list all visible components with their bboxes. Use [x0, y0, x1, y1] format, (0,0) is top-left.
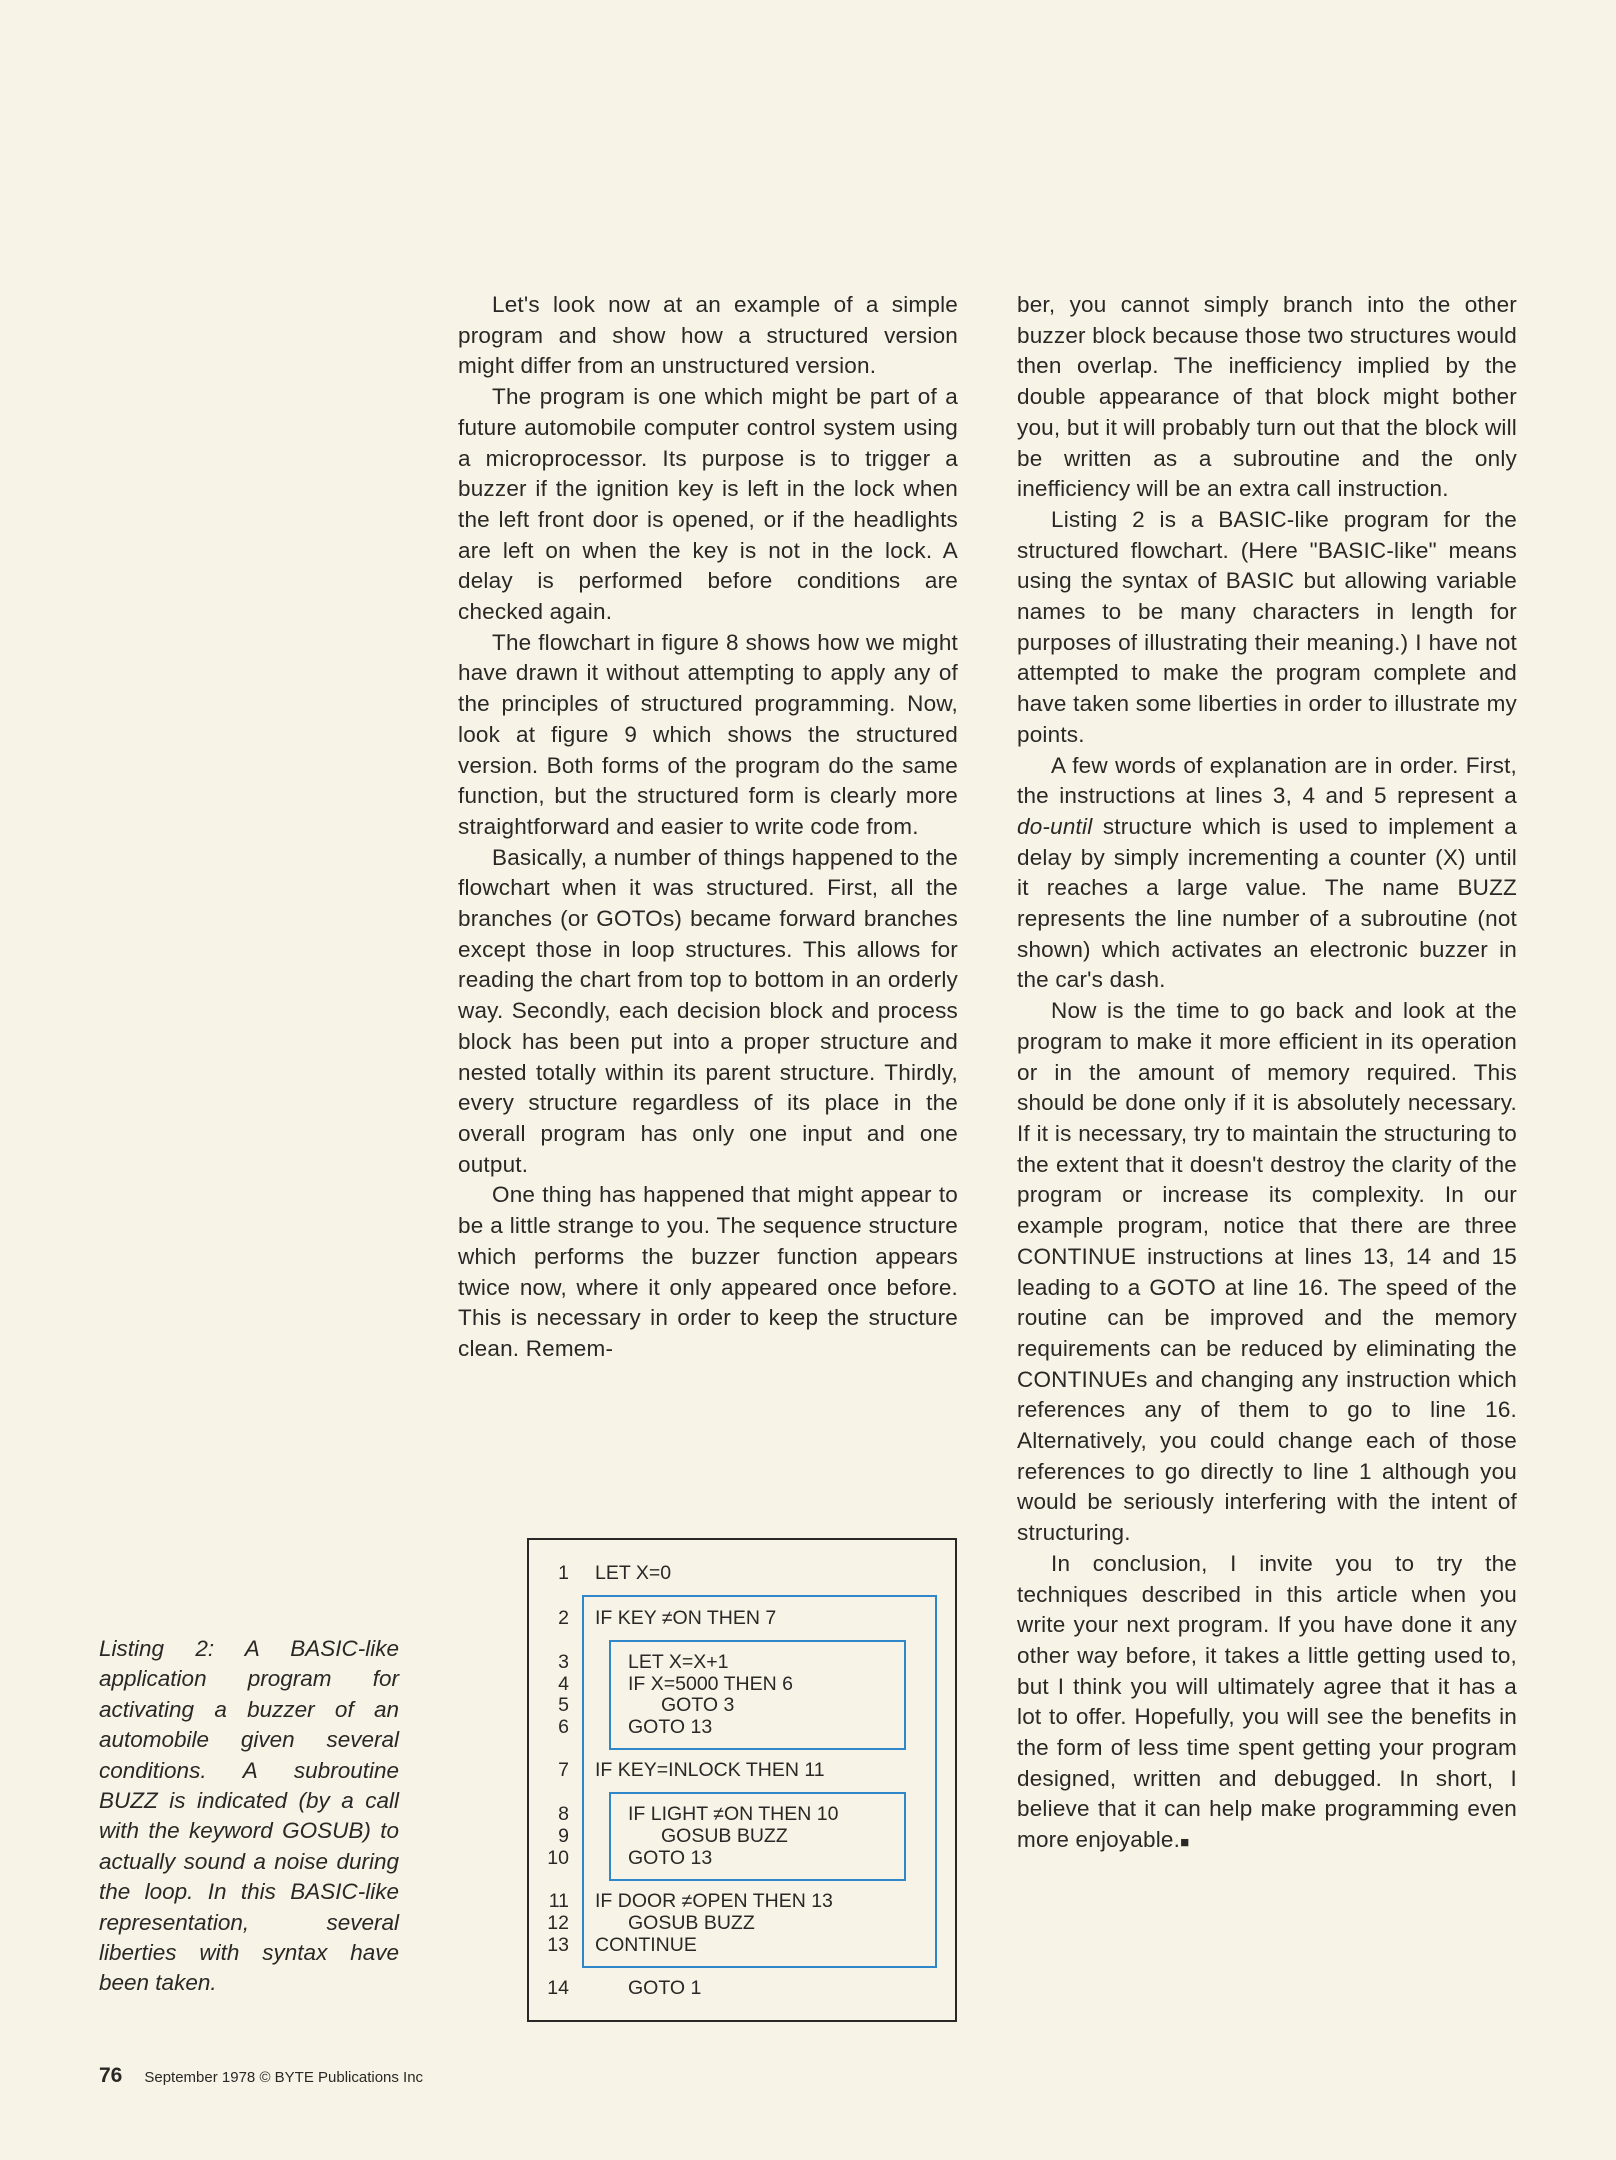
listing-caption: Listing 2: A BASIC-like application program for activating a buzzer of an automobile given several conditions. A subroutine BUZZ is indicated (by a call with the keyword GOSUB) to actually sound a noise during the loop. In this BASIC-like representation, several liberties with syntax have been taken. — [99, 1636, 399, 1996]
emphasis: do-until — [1017, 813, 1093, 839]
code-line: GOTO 1 — [628, 1977, 702, 1999]
code-line: IF KEY ≠ON THEN 7 — [595, 1607, 777, 1629]
line-number: 13 — [547, 1934, 569, 1956]
text: structure which is used to implement a delay by simply incrementing a counter (X) until it reaches a large value. The name BUZZ represents the line number of a subroutine (not shown) which activates an electronic buzzer in the car's dash. — [1017, 813, 1517, 993]
paragraph: The program is one which might be part of a future automobile computer control system using a microprocessor. Its purpose is to trigger a buzzer if the ignition key is left in the lock when the left front door is opened, or if the headlights are left on when the key is not in the lock. A delay is performed before conditions are checked again. — [458, 384, 958, 625]
code-line: GOSUB BUZZ — [628, 1912, 755, 1934]
code-line: LET X=X+1 — [628, 1651, 729, 1673]
line-number: 7 — [558, 1759, 569, 1781]
code-line: IF KEY=INLOCK THEN 11 — [595, 1759, 825, 1781]
code-line: GOTO 3 — [661, 1694, 735, 1716]
code-line: CONTINUE — [595, 1934, 697, 1956]
paragraph: Let's look now at an example of a simple program and show how a structured version might differ from an unstructured version. — [458, 292, 958, 379]
code-line: GOTO 13 — [628, 1716, 713, 1738]
code-line: LET X=0 — [595, 1562, 672, 1584]
line-number: 12 — [547, 1912, 569, 1934]
footer-credit: September 1978 © BYTE Publications Inc — [144, 2069, 424, 2086]
page-footer — [99, 2064, 423, 2088]
line-number: 4 — [558, 1673, 569, 1695]
line-number: 2 — [558, 1607, 569, 1629]
paragraph — [1017, 751, 1517, 997]
end-mark: ■ — [1180, 1834, 1190, 1852]
line-number: 11 — [548, 1890, 569, 1912]
code-line: IF X=5000 THEN 6 — [628, 1673, 793, 1695]
paragraph: One thing has happened that might appear to be a little strange to you. The sequence structure which performs the buzzer function appears twice now, where it only appeared once before. This is necessary in order to keep the structure clean. Remem- — [458, 1182, 958, 1361]
paragraph: Now is the time to go back and look at the program to make it more efficient in its operation or in the amount of memory required. This should be done only if it is absolutely necessary. If it is necessary, try to maintain the structuring to the extent that it doesn't destroy the clarity of the program or increase its complexity. In our example program, notice that there are three CONTINUE instructions at lines 13, 14 and 15 leading to a GOTO at line 16. The speed of the routine can be improved and the memory requirements can be reduced by eliminating the CONTINUEs and changing any instruction which references any of them to go to line 16. Alternatively, you could change each of those references to go directly to line 1 although you would be seriously interfering with the intent of structuring. — [1017, 998, 1517, 1546]
paragraph: Listing 2 is a BASIC-like program for the structured flowchart. (Here "BASIC-like" means using the syntax of BASIC but allowing variable names to be many characters in length for purposes of illustrating their meaning.) I have not attempted to make the program complete and have taken some liberties in order to illustrate my points. — [1017, 506, 1517, 747]
line-number: 1 — [558, 1562, 569, 1584]
listing-2-box — [527, 1538, 957, 2022]
article-column-2 — [1017, 290, 1517, 1859]
text: In conclusion, I invite you to try the techniques described in this article when you write your next program. If you have done it any other way before, it takes a little getting used to, but I think you will ultimately agree that it has a lot to offer. Hopefully, you will see the benefits in the form of less time spent getting your program designed, written and debugged. In short, I believe that it can help make programming even more enjoyable. — [1017, 1550, 1517, 1853]
line-number: 5 — [558, 1694, 569, 1716]
code-line: IF DOOR ≠OPEN THEN 13 — [595, 1890, 833, 1912]
paragraph — [1017, 1549, 1517, 1859]
line-number: 3 — [558, 1651, 569, 1673]
code-line: IF LIGHT ≠ON THEN 10 — [628, 1803, 839, 1825]
page-number: 76 — [99, 2064, 123, 2087]
line-number: 9 — [558, 1825, 569, 1847]
line-number: 8 — [558, 1803, 569, 1825]
code-line: GOSUB BUZZ — [661, 1825, 788, 1847]
line-number: 6 — [558, 1716, 569, 1738]
line-number: 10 — [547, 1847, 569, 1869]
article-column-1 — [458, 290, 958, 1365]
paragraph: The flowchart in figure 8 shows how we might have drawn it without attempting to apply any of the principles of structured programming. Now, look at figure 9 which shows the structured version. Both forms of the program do the same function, but the structured form is clearly more straightforward and easier to write code from. — [458, 629, 958, 839]
paragraph: ber, you cannot simply branch into the other buzzer block because those two structures would then overlap. The inefficiency implied by the double appearance of that block might bother you, but it will probably turn out that the block will be written as a subroutine and the only inefficiency will be an extra call instruction. — [1017, 292, 1517, 502]
line-number: 14 — [547, 1977, 569, 1999]
code-line: GOTO 13 — [628, 1847, 713, 1869]
text: A few words of explanation are in order. First, the instructions at lines 3, 4 and 5 represent a — [1017, 752, 1517, 809]
paragraph: Basically, a number of things happened to the flowchart when it was structured. First, all the branches (or GOTOs) became forward branches except those in loop structures. This allows for reading the chart from top to bottom in an orderly way. Secondly, each decision block and process block has been put into a proper structure and nested totally within its parent structure. Thirdly, every structure regardless of its place in the overall program has only one input and one output. — [458, 844, 958, 1177]
